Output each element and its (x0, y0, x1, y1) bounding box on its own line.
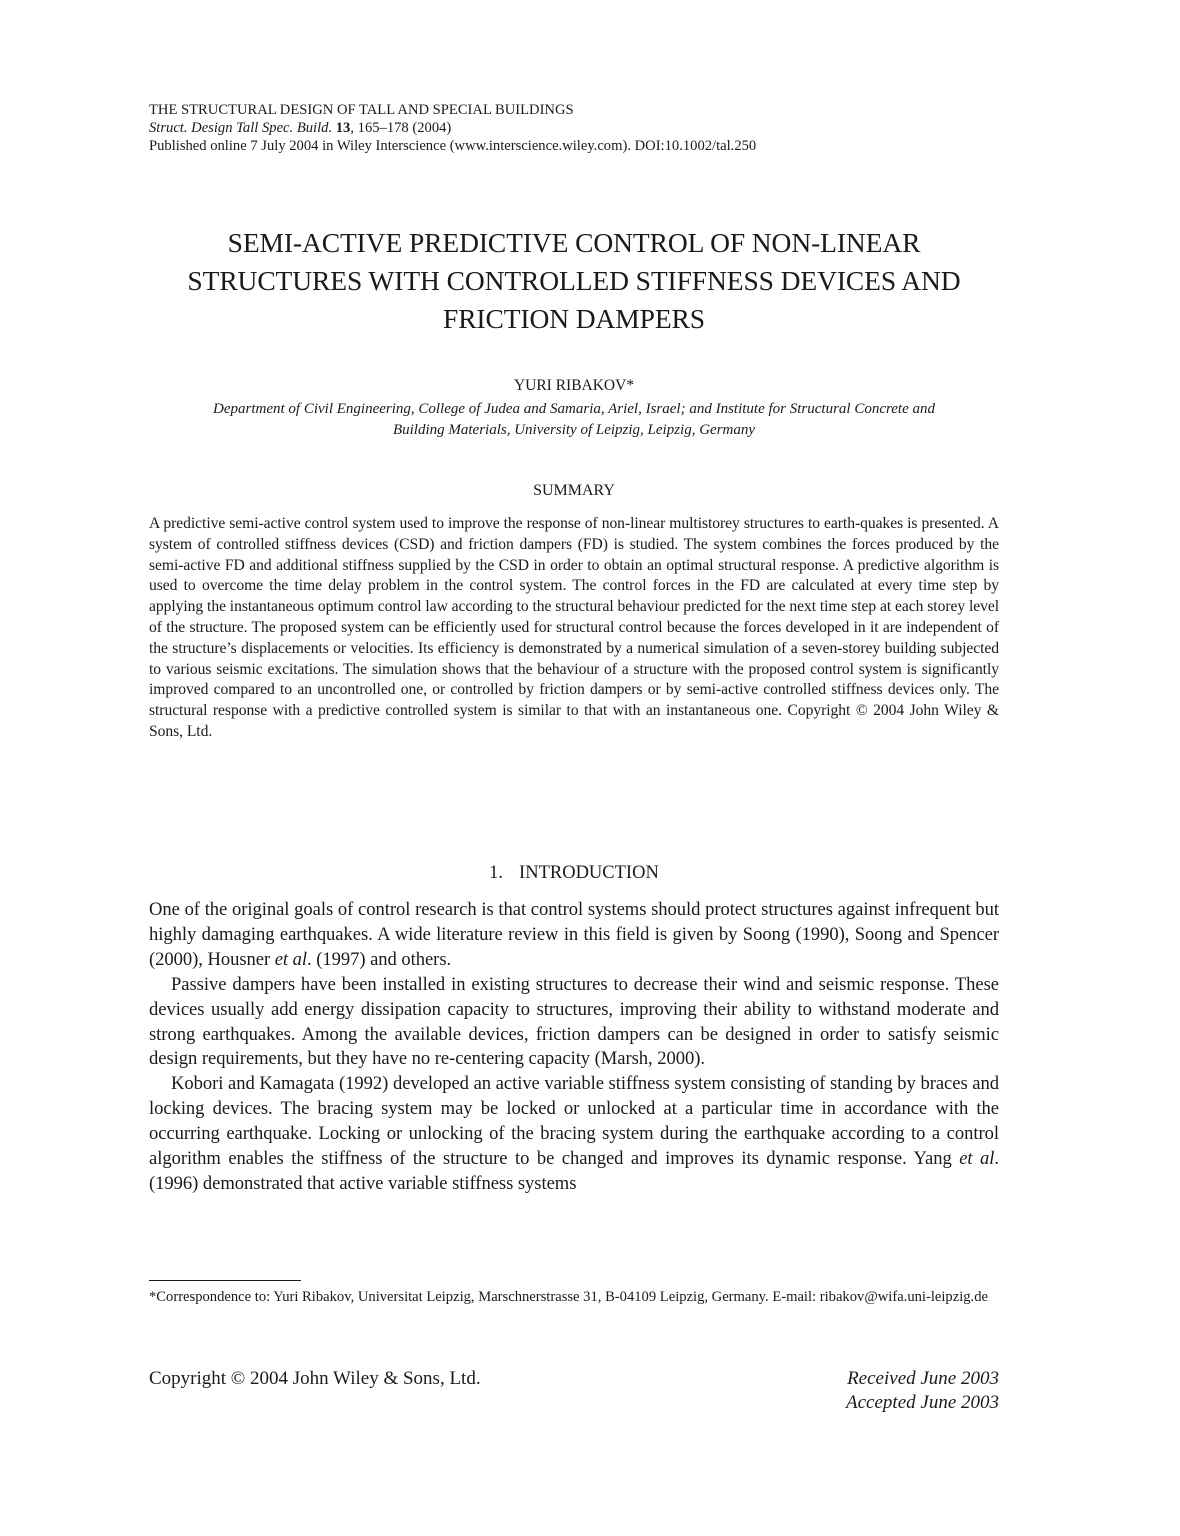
paragraph-1-etal: et al (274, 948, 307, 970)
section-number: 1. (489, 863, 504, 883)
section-heading-introduction (149, 861, 999, 885)
journal-header (149, 101, 756, 156)
section-title: INTRODUCTION (519, 863, 659, 883)
paragraph-3-text-b: . (1996) demonstrated that active variable stiffness systems (149, 1148, 1000, 1194)
title-line-1: SEMI-ACTIVE PREDICTIVE CONTROL OF NON-LINEAR (227, 227, 921, 258)
paragraph-3 (149, 1072, 999, 1197)
affiliation-line-2: Building Materials, University of Leipzig, Leipzig, Germany (392, 422, 756, 438)
summary-heading: SUMMARY (533, 482, 615, 499)
affiliation-line-1: Department of Civil Engineering, College of Judea and Samaria, Ariel, Israel; and Institute for Structural Concrete and (213, 401, 935, 417)
paper-title (149, 224, 999, 338)
title-line-3: FRICTION DAMPERS (443, 303, 705, 334)
introduction-body (149, 898, 999, 1197)
journal-citation (149, 119, 756, 137)
citation-volume: 13 (335, 120, 351, 137)
footnote-rule (149, 1280, 301, 1281)
author-name: YURI RIBAKOV* (513, 377, 635, 394)
correspondence-footnote: *Correspondence to: Yuri Ribakov, Universitat Leipzig, Marschnerstrasse 31, B-04109 Leipzig, Germany. E-mail: ribakov@wifa.uni-leipzig.de (149, 1289, 988, 1305)
accepted-date: Accepted June 2003 (846, 1392, 999, 1413)
journal-name: THE STRUCTURAL DESIGN OF TALL AND SPECIAL BUILDINGS (149, 102, 574, 118)
paragraph-2: Passive dampers have been installed in existing structures to decrease their wind and seismic response. These devices usually add energy dissipation capacity to structures, improving their ability to withstand moderate and strong earthquakes. Among the available devices, friction dampers can be designed in order to satisfy seismic design requirements, but they have no re-centering capacity (Marsh, 2000). (149, 973, 999, 1070)
received-accepted-dates (846, 1367, 999, 1415)
citation-pages-year: , 165–178 (2004) (350, 120, 452, 137)
received-date: Received June 2003 (847, 1368, 999, 1389)
paragraph-1 (149, 898, 999, 973)
paragraph-3-text-a: Kobori and Kamagata (1992) developed an active variable stiffness system consisting of standing by braces and locking devices. The bracing system may be locked or unlocked at a particular time in accordance with the occurring earthquake. Locking or unlocking of the bracing system during the earthquake according to a control algorithm enables the stiffness of the structure to be changed and improves its dynamic response. Yang (149, 1073, 999, 1170)
copyright-notice: Copyright © 2004 John Wiley & Sons, Ltd. (149, 1368, 481, 1389)
summary-text: A predictive semi-active control system used to improve the response of non-linear multistorey structures to earth-quakes is presented. A system of controlled stiffness devices (CSD) and friction dampers (FD) is studied. The system combines the forces produced by the semi-active FD and additional stiffness supplied by the CSD in order to obtain an optimal structural response. A predictive algorithm is used to overcome the time delay problem in the control system. The control forces in the FD are calculated at every time step by applying the instantaneous optimum control law according to the structural behaviour predicted for the next time step at each storey level of the structure. The proposed system can be efficiently used for structural control because the forces developed in it are independent of the structure’s displacements or velocities. Its efficiency is demonstrated by a numerical simulation of a seven-storey building subjected to various seismic excitations. The simulation shows that the behaviour of a structure with the proposed control system is significantly improved compared to an uncontrolled one, or controlled by friction dampers or by semi-active controlled stiffness devices only. The structural response with a predictive controlled system is similar to that with an instantaneous one. Copyright © 2004 John Wiley & Sons, Ltd. (149, 515, 999, 740)
paragraph-3-etal: et al (959, 1148, 995, 1170)
citation-journal: Struct. Design Tall Spec. Build. (149, 120, 333, 137)
published-line: Published online 7 July 2004 in Wiley Interscience (www.interscience.wiley.com). DOI:10.1002/tal.250 (149, 138, 757, 155)
paragraph-1-text-a: One of the original goals of control research is that control systems should protect structures against infrequent but highly damaging earthquakes. A wide literature review in this field is given by Soong (1990), Soong and Spencer (2000), Housner (149, 899, 999, 970)
paragraph-1-text-b: . (1997) and others. (307, 948, 452, 970)
author-affiliation (149, 399, 999, 441)
title-line-2: STRUCTURES WITH CONTROLLED STIFFNESS DEVICES AND (187, 265, 961, 296)
